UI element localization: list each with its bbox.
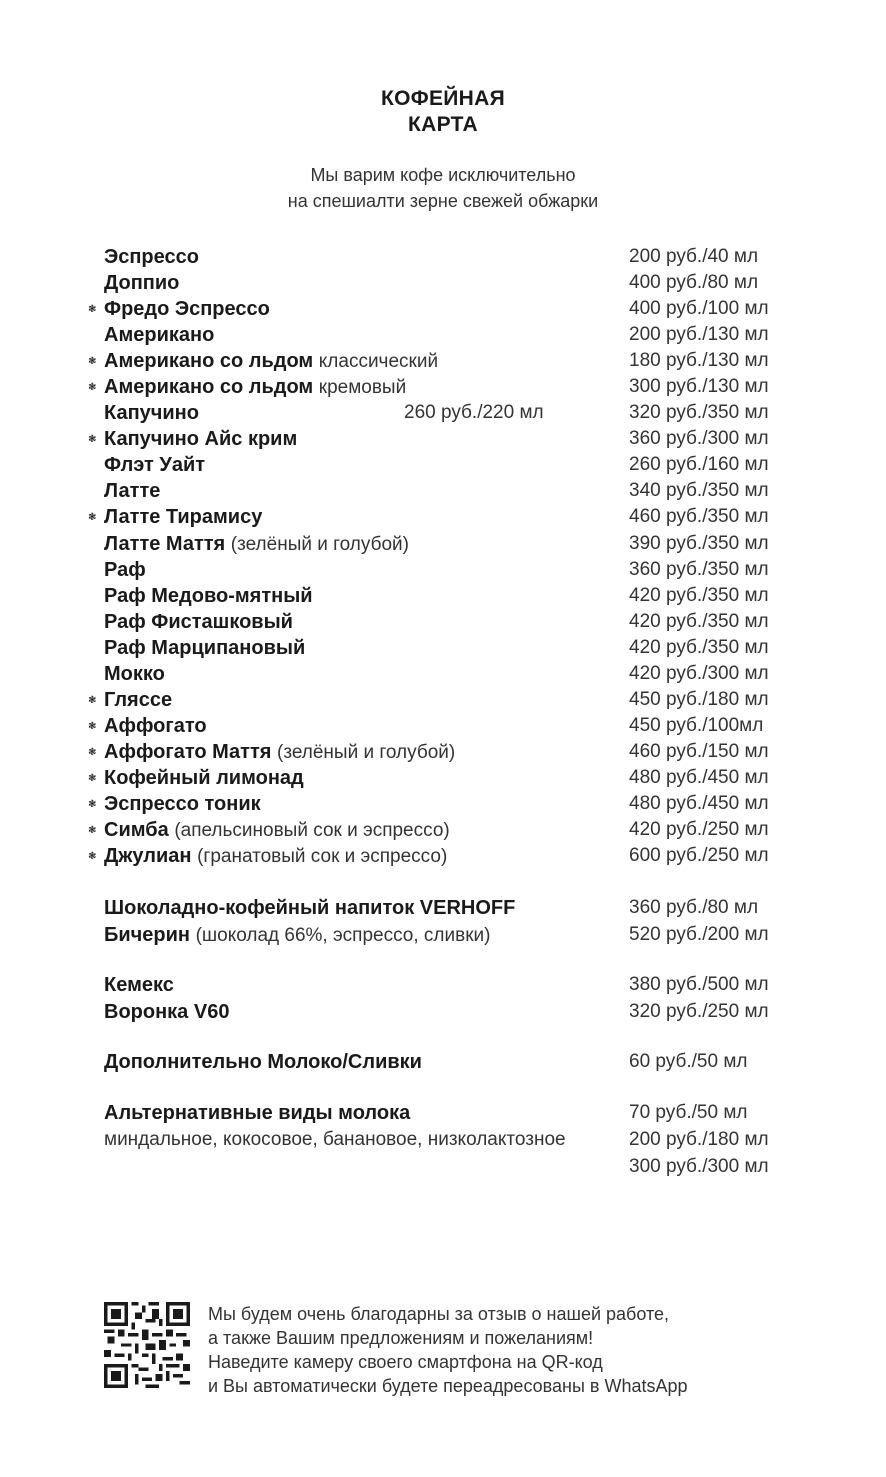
item-price: 480 руб./450 мл [629,766,769,788]
item-name: Воронка V60 [104,1001,230,1024]
item-name-wrap [104,713,207,739]
ice-snowflake-icon: ❃ [88,851,97,863]
menu-row [0,296,886,322]
item-name-wrap [104,478,160,504]
item-price: 420 руб./250 мл [629,819,769,841]
ice-snowflake-icon: ❃ [88,512,97,524]
item-small-price: 260 руб./220 мл [404,402,544,424]
item-name-wrap [104,922,490,949]
ice-snowflake-icon: ❃ [88,356,97,368]
menu-row [0,531,886,557]
feedback-line4: и Вы автоматически будете переадресованы в WhatsApp [208,1376,688,1396]
menu-row [0,765,886,791]
item-price: 200 руб./130 мл [629,324,769,346]
menu-row [0,739,886,765]
menu-subtitle-line1: Мы варим кофе исключительно [310,165,576,185]
menu-row [0,244,886,270]
menu-row-bicherin [0,922,886,948]
item-price: 360 руб./80 мл [629,897,759,919]
item-name: Симба [104,819,169,842]
menu-row [0,583,886,609]
menu-row-chemex [0,972,886,998]
item-price: 380 руб./500 мл [629,974,769,996]
item-name: Дополнительно Молоко/Сливки [104,1051,422,1074]
item-price: 390 руб./350 мл [629,532,769,554]
ice-snowflake-icon: ❃ [88,772,97,784]
item-price: 260 руб./160 мл [629,454,769,476]
menu-row [0,374,886,400]
item-price: 420 руб./350 мл [629,636,769,658]
menu-row-alt-milk-large [0,1154,886,1180]
ice-snowflake-icon: ❃ [88,746,97,758]
item-name-wrap [104,609,293,635]
feedback-line2: а также Вашим предложениям и пожеланиям! [208,1328,594,1348]
menu-row [0,687,886,713]
item-name: Доппио [104,272,180,295]
menu-row [0,452,886,478]
menu-row-milk-extra [0,1049,886,1075]
item-price: 400 руб./100 мл [629,298,769,320]
menu-subtitle-line2: на спешиалти зерне свежей обжарки [287,191,599,211]
item-name: Джулиан [104,845,192,868]
menu-row [0,322,886,348]
item-name-wrap [104,843,447,870]
item-name-wrap [104,244,199,270]
item-price: 320 руб./250 мл [629,1001,769,1023]
menu-row [0,609,886,635]
item-name-wrap [104,739,455,766]
item-name-wrap [104,322,214,348]
item-name: Американо [104,324,215,347]
item-note: (зелёный и голубой) [230,533,409,555]
item-name: Аффогато [104,714,207,737]
menu-row [0,504,886,530]
item-name-wrap [104,426,297,452]
menu-row-v60 [0,999,886,1025]
qr-code-icon[interactable] [104,1302,190,1388]
item-name-wrap [104,452,205,478]
item-name-wrap [104,400,199,426]
alt-milk-types: миндальное, кокосовое, банановое, низколактозное [104,1129,566,1151]
feedback-text [208,1302,688,1398]
item-name-wrap [104,374,406,401]
item-name: Раф [104,558,146,581]
item-name-wrap [104,504,262,530]
item-price: 70 руб./50 мл [629,1102,748,1124]
item-price: 200 руб./180 мл [629,1129,769,1151]
item-name-wrap [104,687,172,713]
ice-snowflake-icon: ❃ [88,382,97,394]
ice-snowflake-icon: ❃ [88,694,97,706]
item-price: 480 руб./450 мл [629,792,769,814]
item-name: Кофейный лимонад [104,766,304,789]
item-price: 340 руб./350 мл [629,480,769,502]
item-note: кремовый [318,377,407,399]
item-name: Капучино Айс крим [104,428,298,451]
ice-snowflake-icon: ❃ [88,720,97,732]
ice-snowflake-icon: ❃ [88,825,97,837]
item-name: Раф Медово-мятный [104,584,313,607]
item-price: 460 руб./150 мл [629,740,769,762]
item-price: 360 руб./350 мл [629,558,769,580]
item-price: 320 руб./350 мл [629,402,769,424]
item-name: Латте Маття [104,532,226,555]
menu-row [0,557,886,583]
item-price: 600 руб./250 мл [629,845,769,867]
item-note: (гранатовый сок и эспрессо) [197,846,448,868]
menu-row-alt-milk-types [0,1127,886,1153]
item-price: 300 руб./300 мл [629,1156,769,1178]
coffee-items [0,244,886,869]
ice-snowflake-icon: ❃ [88,798,97,810]
menu-row [0,635,886,661]
item-name-wrap [104,635,305,661]
item-name-wrap [104,348,438,375]
ice-snowflake-icon: ❃ [88,304,97,316]
item-name-wrap [104,661,165,687]
item-name: Капучино [104,402,199,425]
item-price: 520 руб./200 мл [629,924,769,946]
item-name-wrap [104,817,450,844]
item-price: 450 руб./180 мл [629,688,769,710]
item-price: 450 руб./100мл [629,714,764,736]
item-name: Альтернативные виды молока [104,1102,411,1125]
item-note: (зелёный и голубой) [277,741,456,763]
item-price: 460 руб./350 мл [629,506,769,528]
item-name-wrap [104,791,261,817]
item-name-wrap [104,557,146,583]
item-name: Шоколадно-кофейный напиток VERHOFF [104,897,516,920]
menu-row-verhoff [0,895,886,921]
item-note: классический [318,351,439,373]
item-note: (апельсиновый сок и эспрессо) [174,820,450,842]
item-name: Эспрессо тоник [104,792,261,815]
item-name: Флэт Уайт [104,454,206,477]
item-name: Раф Марципановый [104,636,306,659]
item-name-wrap [104,583,313,609]
menu-title [0,86,886,138]
feedback-line3: Наведите камеру своего смартфона на QR-код [208,1352,603,1372]
item-name: Аффогато Маття [104,740,272,763]
item-name: Эспрессо [104,246,199,268]
menu-title-line1: КОФЕЙНАЯ [380,87,505,110]
ice-snowflake-icon: ❃ [88,434,97,446]
item-name: Латте Тирамису [104,506,263,529]
item-price: 420 руб./300 мл [629,662,769,684]
item-name-wrap [104,765,304,791]
item-name: Американо со льдом [104,350,314,373]
item-name: Латте [104,480,161,503]
menu-row [0,843,886,869]
menu-row [0,713,886,739]
item-name: Американо со льдом [104,376,314,399]
item-name: Раф Фисташковый [104,610,293,633]
item-name-wrap [104,270,179,296]
item-price: 360 руб./300 мл [629,428,769,450]
menu-row [0,270,886,296]
menu-row [0,400,886,426]
item-price: 420 руб./350 мл [629,610,769,632]
item-name-wrap [104,296,270,322]
item-note: (шоколад 66%, эспрессо, сливки) [195,925,491,947]
feedback-footer [104,1302,804,1394]
menu-subtitle [0,162,886,214]
menu-row [0,791,886,817]
menu-title-line2: КАРТА [408,113,478,136]
item-price: 180 руб./130 мл [629,350,769,372]
feedback-line1: Мы будем очень благодарны за отзыв о нашей работе, [208,1304,670,1324]
menu-row [0,817,886,843]
menu-row [0,426,886,452]
coffee-menu-list [0,244,886,1180]
item-price: 400 руб./80 мл [629,272,759,294]
item-name: Гляссе [104,688,173,711]
item-price: 200 руб./40 мл [629,246,759,267]
item-name: Кемекс [104,974,174,997]
item-name: Бичерин [104,924,190,947]
item-name: Мокко [104,662,165,685]
menu-row [0,661,886,687]
item-price: 60 руб./50 мл [629,1051,748,1073]
menu-row [0,478,886,504]
menu-row-alt-milk [0,1100,886,1126]
item-name-wrap [104,531,409,558]
item-price: 420 руб./350 мл [629,584,769,606]
menu-row [0,348,886,374]
item-price: 300 руб./130 мл [629,376,769,398]
item-name: Фредо Эспрессо [104,298,270,321]
